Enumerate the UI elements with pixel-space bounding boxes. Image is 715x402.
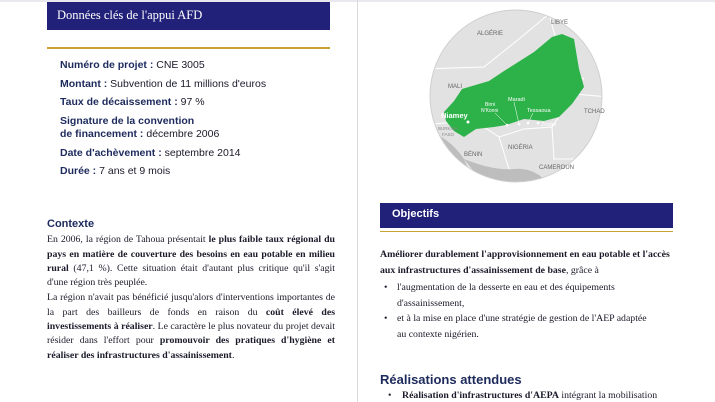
text-run: et à la mise en place d'une stratégie de gestion de l'AEP adaptée bbox=[397, 313, 647, 324]
text-run-bold: coût élevé des investissements à réaliser bbox=[47, 306, 336, 333]
label-libya: LIBYE bbox=[551, 20, 569, 26]
text-run-bold: Améliorer durablement l'approvisionnement en eau potable et l'accès aux infrastructures d'assainissement de base bbox=[380, 249, 670, 276]
label-nkonni: N'Konni bbox=[481, 108, 499, 114]
niger-map bbox=[424, 9, 609, 184]
fact-disbursement-rate bbox=[60, 96, 330, 110]
afd-key-data-title: Données clés de l'appui AFD bbox=[57, 8, 203, 22]
text-run-bold: le plus faible taux régional du pays en matière de couverture des besoins en eau potable en milieu rural bbox=[47, 234, 336, 274]
label-maradi: Maradi bbox=[508, 97, 525, 103]
achievement-item bbox=[388, 390, 692, 401]
label-cameroon: CAMEROUN bbox=[539, 165, 575, 171]
label-zinder: Zinder bbox=[541, 122, 557, 128]
objectives-list bbox=[380, 280, 680, 342]
fact-signature-date bbox=[60, 115, 330, 142]
fact-label: Date d'achèvement : bbox=[60, 146, 162, 159]
text-run: . bbox=[231, 349, 235, 361]
column-divider bbox=[357, 0, 358, 402]
context-paragraph-2 bbox=[47, 291, 335, 362]
text-run: au contexte nigérien. bbox=[397, 328, 479, 340]
label-benin: BÉNIN bbox=[464, 152, 483, 158]
fact-value: CNE 3005 bbox=[153, 59, 205, 71]
label-tessaoua: Tessaoua bbox=[527, 108, 551, 114]
fact-amount bbox=[60, 78, 330, 92]
niger-map-graphic bbox=[424, 9, 609, 184]
label-faso: FASO bbox=[442, 132, 455, 137]
gold-divider bbox=[47, 47, 330, 49]
label-niamey: Niamey bbox=[441, 111, 468, 120]
text-run: En 2006, la région de Tahoua présentait bbox=[47, 234, 209, 246]
fact-value: décembre 2006 bbox=[143, 128, 220, 140]
text-run: (47,1 %). Cette situation était d'autant plus critique qu'il s'agit d'une région très peuplée. bbox=[47, 262, 335, 289]
marker-niamey bbox=[467, 121, 470, 124]
label-nigeria: NIGÉRIA bbox=[508, 145, 533, 151]
bullet-icon: • bbox=[384, 282, 388, 293]
bullet-icon: • bbox=[388, 390, 392, 401]
label-algeria: ALGÉRIE bbox=[477, 31, 504, 37]
text-run: intégrant la mobilisation bbox=[558, 390, 658, 401]
fact-duration bbox=[60, 165, 330, 179]
text-run-bold: promouvoir des pratiques d'hygiène et réaliser des infrastructures d'assainissement bbox=[47, 335, 335, 361]
afd-key-data-header bbox=[47, 2, 330, 30]
context-section bbox=[47, 217, 335, 364]
label-burkina: BURKINA bbox=[438, 126, 459, 131]
objectives-rule bbox=[380, 231, 673, 232]
fact-label: Taux de décaissement : bbox=[60, 96, 178, 108]
objectives-header bbox=[380, 203, 673, 228]
marker-zinder bbox=[537, 122, 540, 125]
text-run: , grâce à bbox=[565, 264, 599, 276]
fact-value: Subvention de 11 millions d'euros bbox=[107, 77, 267, 90]
fact-label: Durée : bbox=[60, 165, 97, 177]
text-run: l'augmentation de la desserte en eau et des équipements bbox=[397, 282, 615, 293]
list-item bbox=[380, 311, 680, 342]
context-paragraph-1 bbox=[47, 233, 335, 290]
context-title: Contexte bbox=[47, 218, 95, 230]
fact-value: 97 % bbox=[177, 96, 205, 108]
fact-label: Montant : bbox=[60, 77, 108, 90]
label-birni: Birni bbox=[485, 102, 496, 108]
label-chad: TCHAD bbox=[584, 109, 605, 115]
bullet-icon: • bbox=[384, 313, 388, 324]
fact-completion-date bbox=[60, 147, 330, 161]
objectives-intro bbox=[380, 247, 680, 278]
objectives-body bbox=[380, 247, 680, 342]
text-run: . Le caractère le plus novateur du projet devait résider dans l'effort pour bbox=[47, 321, 335, 347]
objectives-title: Objectifs bbox=[392, 208, 440, 220]
text-run-bold: Réalisation d'infrastructures d'AEPA bbox=[402, 390, 559, 401]
expected-achievements-title: Réalisations attendues bbox=[380, 372, 522, 387]
list-item bbox=[380, 280, 680, 311]
text-run: d'assainissement, bbox=[397, 297, 465, 309]
key-facts-list bbox=[60, 59, 330, 184]
fact-value: septembre 2014 bbox=[161, 146, 241, 159]
fact-value: 7 ans et 9 mois bbox=[96, 165, 171, 177]
fact-project-number bbox=[60, 59, 330, 73]
fact-label: de financement : bbox=[60, 128, 144, 140]
fact-label: Numéro de projet : bbox=[60, 59, 154, 71]
fact-label: Signature de la convention bbox=[60, 114, 195, 127]
label-mali: MALI bbox=[448, 84, 463, 90]
text-run: La région n'avait pas bénéficié jusqu'alors d'interventions importantes de la part des bailleurs de fonds en raison du bbox=[47, 292, 335, 318]
